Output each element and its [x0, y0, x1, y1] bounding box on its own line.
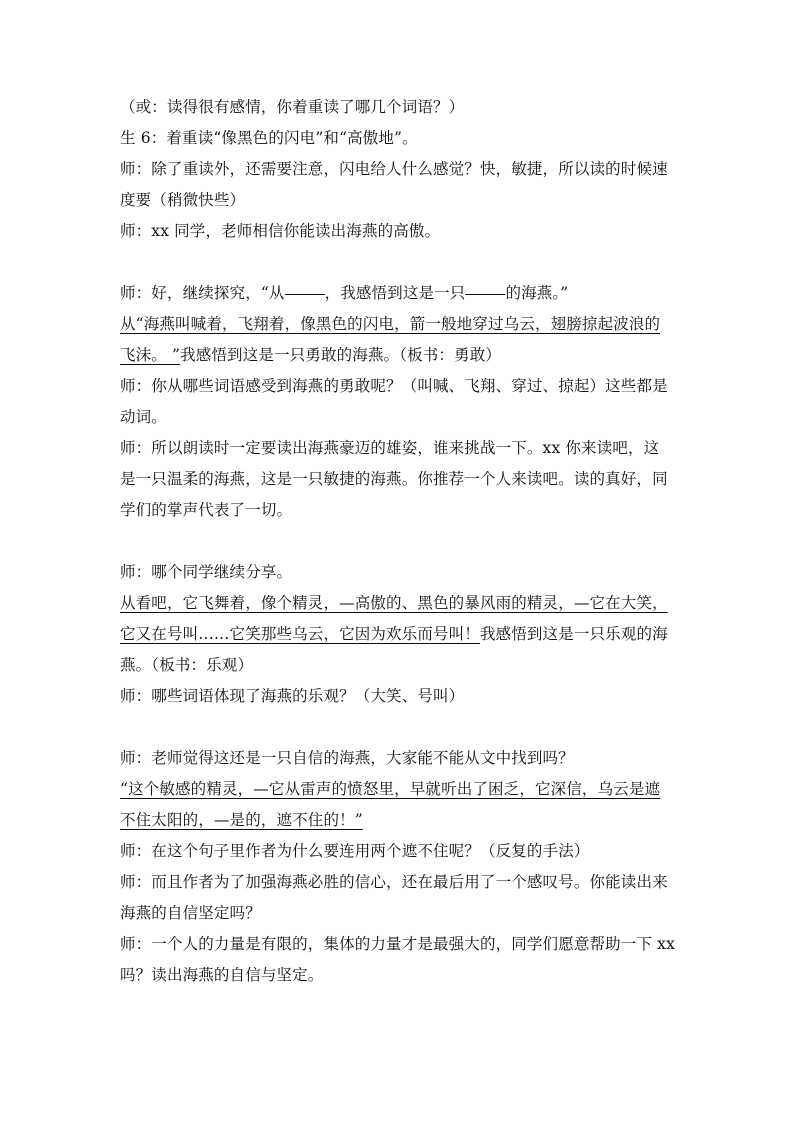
text-line: 燕。（板书：乐观） [120, 656, 254, 674]
underlined-quote: 从看吧，它飞舞着，像个精灵，—高傲的、黑色的暴风雨的精灵，—它在大笑， [120, 594, 668, 612]
text-segment: 师：好，继续探究，“从 [120, 284, 285, 302]
text-segment: 我感悟到这是一只乐观的海 [479, 625, 668, 643]
text-line: 吗？读出海燕的自信与坚定。 [120, 966, 324, 984]
text-line: 是一只温柔的海燕，这是一只敏捷的海燕。你推荐一个人来读吧。读的真好，同 [120, 470, 668, 488]
text-line [120, 774, 694, 805]
underlined-quote: 飞沫。 ” [120, 346, 181, 364]
paragraph-gap [120, 247, 694, 278]
text-line: 师：在这个句子里作者为什么要连用两个遮不住呢？（反复的手法） [120, 842, 590, 860]
text-line: 师：你从哪些词语感受到海燕的勇敢呢？（叫喊、飞翔、穿过、掠起）这些都是 [120, 377, 668, 395]
text-line [120, 340, 694, 371]
fill-blank [465, 293, 505, 295]
text-line [120, 309, 694, 340]
text-line [120, 619, 694, 650]
text-line: 动词。 [120, 408, 167, 426]
text-line: 师：而且作者为了加强海燕必胜的信心，还在最后用了一个感叹号。你能读出来 [120, 873, 668, 891]
underlined-quote: 从“海燕叫喊着，飞翔着，像黑色的闪电，箭一般地穿过乌云，翅膀掠起波浪的 [120, 315, 661, 333]
paragraph-gap [120, 526, 694, 557]
text-segment: 的海燕。” [505, 284, 569, 302]
text-line: 师：哪些词语体现了海燕的乐观？（大笑、号叫） [120, 687, 465, 705]
text-line [120, 588, 694, 619]
underlined-quote: 不住太阳的，—是的，遮不住的！” [120, 811, 363, 829]
text-line: 师：所以朗读时一定要读出海燕豪迈的雄姿，谁来挑战一下。xx 你来读吧，这 [120, 439, 660, 457]
text-segment: ，我感悟到这是一只 [324, 284, 466, 302]
text-line [120, 278, 694, 309]
text-line: 海燕的自信坚定吗？ [120, 904, 261, 922]
text-line: 生 6：着重读“像黑色的闪电”和“高傲地”。 [120, 129, 418, 147]
text-line: 师：xx 同学，老师相信你能读出海燕的高傲。 [120, 222, 441, 240]
text-line: 师：老师觉得这还是一只自信的海燕，大家能不能从文中找到吗？ [120, 749, 574, 767]
fill-blank [285, 293, 325, 295]
text-line: （或：读得很有感情，你着重读了哪几个词语？） [120, 98, 465, 116]
underlined-quote: 它又在号叫……它笑那些乌云，它因为欢乐而号叫！ [120, 625, 480, 643]
paragraph-gap [120, 712, 694, 743]
text-line: 师：哪个同学继续分享。 [120, 563, 293, 581]
text-segment: 我感悟到这是一只勇敢的海燕。（板书：勇敢） [180, 346, 502, 364]
text-line: 度要（稍微快些） [120, 191, 246, 209]
text-line: 师：除了重读外，还需要注意，闪电给人什么感觉？快，敏捷，所以读的时候速 [120, 160, 668, 178]
text-line: 师：一个人的力量是有限的，集体的力量才是最强大的，同学们愿意帮助一下 xx [120, 935, 675, 953]
text-line [120, 805, 694, 836]
underlined-quote: “这个敏感的精灵，—它从雷声的愤怒里，早就听出了困乏，它深信，乌云是遮 [120, 780, 661, 798]
text-line: 学们的掌声代表了一切。 [120, 501, 293, 519]
